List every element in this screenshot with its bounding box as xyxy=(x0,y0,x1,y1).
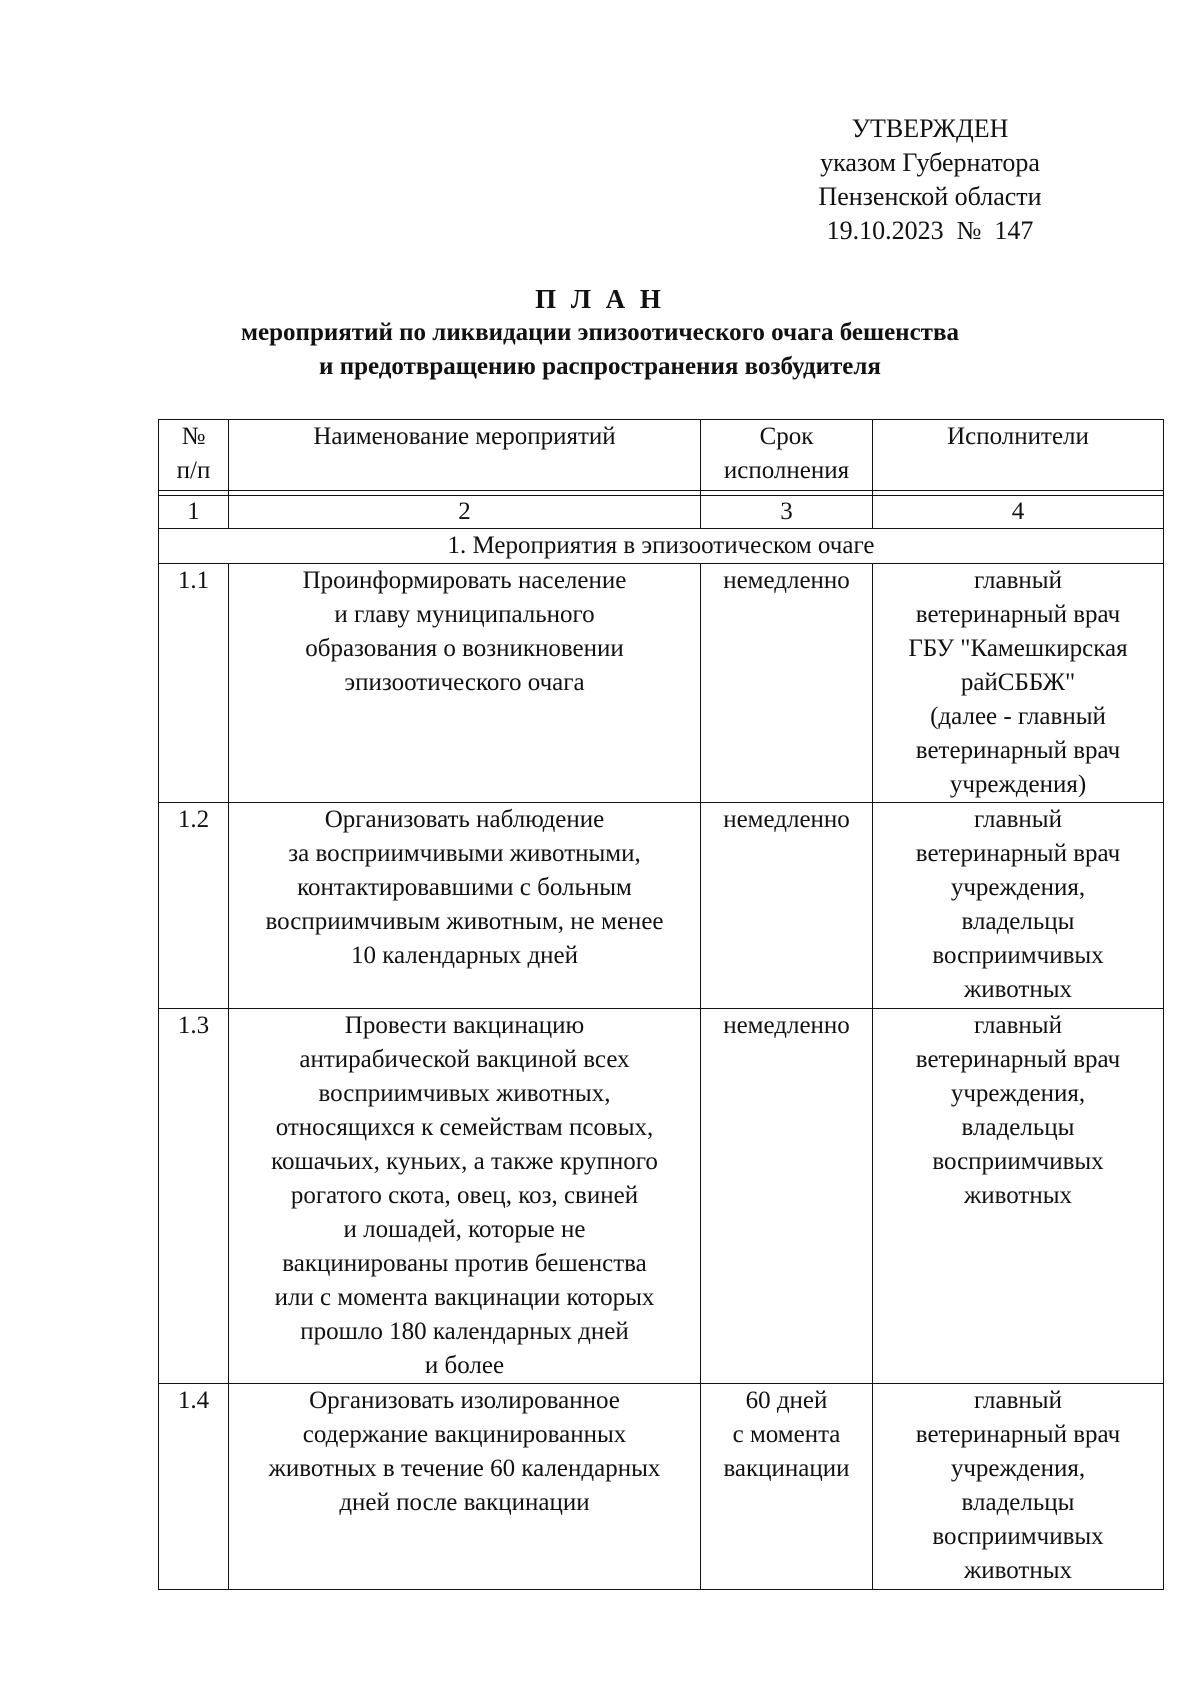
table-row xyxy=(159,1009,1164,1384)
approval-status: УТВЕРЖДЕН xyxy=(851,114,1009,143)
table-row xyxy=(159,803,1164,1009)
row-action: Проинформировать население и главу муниципального образования о возникновении эпизоотического очага xyxy=(229,564,701,803)
document-title xyxy=(0,282,1200,384)
approval-block xyxy=(780,112,1080,248)
row-term: 60 дней с момента вакцинации xyxy=(701,1384,873,1590)
approval-region: Пензенской области xyxy=(818,182,1042,211)
column-number: 3 xyxy=(701,496,873,529)
column-number: 4 xyxy=(873,496,1164,529)
row-executors: главный ветеринарный врач учреждения, владельцы восприимчивых животных xyxy=(873,1009,1164,1384)
row-executors: главный ветеринарный врач учреждения, владельцы восприимчивых животных xyxy=(873,803,1164,1009)
row-term: немедленно xyxy=(701,1009,873,1384)
row-number: 1.1 xyxy=(159,564,229,803)
table-row xyxy=(159,1384,1164,1590)
column-number: 2 xyxy=(229,496,701,529)
row-number: 1.2 xyxy=(159,803,229,1009)
row-number: 1.3 xyxy=(159,1009,229,1384)
row-number: 1.4 xyxy=(159,1384,229,1590)
column-number-row xyxy=(159,496,1164,529)
row-action: Провести вакцинацию антирабической вакциной всех восприимчивых животных, относящихся к семействам псовых, кошачьих, куньих, а также крупного рогатого скота, овец, коз, свиней и лошадей, которые не вакцинированы против бешенства или с момента вакцинации которых прошло 180 календарных дней и более xyxy=(229,1009,701,1384)
plan-heading: П Л А Н xyxy=(535,284,665,314)
section-row xyxy=(159,529,1164,564)
header-term: Срок исполнения xyxy=(701,420,873,491)
row-action: Организовать наблюдение за восприимчивыми животными, контактировавшими с больным восприимчивым животным, не менее 10 календарных дней xyxy=(229,803,701,1009)
row-term: немедленно xyxy=(701,564,873,803)
plan-table xyxy=(158,419,1164,1590)
section-title: 1. Мероприятия в эпизоотическом очаге xyxy=(159,529,1164,564)
row-executors: главный ветеринарный врач учреждения, владельцы восприимчивых животных xyxy=(873,1384,1164,1590)
row-action: Организовать изолированное содержание вакцинированных животных в течение 60 календарных дней после вакцинации xyxy=(229,1384,701,1590)
header-number: № п/п xyxy=(159,420,229,491)
row-term: немедленно xyxy=(701,803,873,1009)
row-executors: главный ветеринарный врач ГБУ "Камешкирская райСББЖ" (далее - главный ветеринарный врач учреждения) xyxy=(873,564,1164,803)
plan-subtitle-line2: и предотвращению распространения возбудителя xyxy=(319,353,881,380)
plan-subtitle-line1: мероприятий по ликвидации эпизоотического очага бешенства xyxy=(241,319,959,346)
table-row xyxy=(159,564,1164,803)
approval-authority: указом Губернатора xyxy=(820,148,1040,177)
table-header-row xyxy=(159,420,1164,491)
column-number: 1 xyxy=(159,496,229,529)
header-action: Наименование мероприятий xyxy=(229,420,701,491)
approval-date-number: 19.10.2023 № 147 xyxy=(826,216,1034,245)
header-executors: Исполнители xyxy=(873,420,1164,491)
